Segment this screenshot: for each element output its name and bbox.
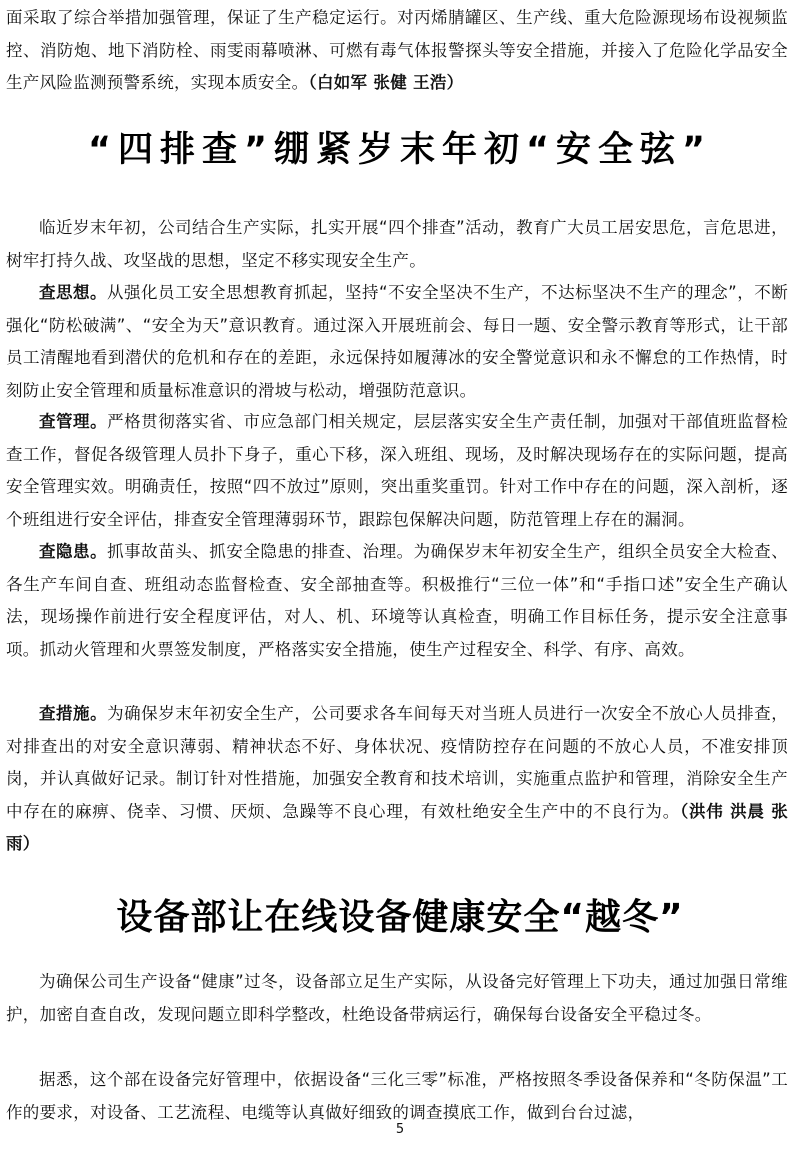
- four-checks-intro: 临近岁末年初，公司结合生产实际，扎实开展“四个排查”活动，教育广大员工居安思危，言危思进，树牢打持久战、攻坚战的思想，坚定不移实现安全生产。: [6, 218, 788, 270]
- check-hazards-paragraph: [6, 536, 788, 666]
- check-thought-paragraph: [6, 277, 788, 407]
- check-hazards-body: 抓事故苗头、抓安全隐患的排查、治理。为确保岁末年初安全生产，组织全员安全大检查、各生产车间自查、班组动态监督检查、安全部抽查等。积极推行“三位一体”和“手指口述”安全生产确认法，现场操作前进行安全程度评估，对人、机、环境等认真检查，明确工作目标任务，提示安全注意事项。抓动火管理和火票签发制度，严格落实安全措施，使生产过程安全、科学、有序、高效。: [6, 542, 789, 659]
- previous-article-text: 面采取了综合举措加强管理，保证了生产稳定运行。对丙烯腈罐区、生产线、重大危险源现场布设视频监控、消防炮、地下消防栓、雨雯雨幕喷淋、可燃有毒气体报警探头等安全措施，并接入了危险化学品安全生产风险监测预警系统，实现本质安全。: [6, 8, 788, 92]
- check-management-paragraph: [6, 406, 788, 536]
- equipment-paragraph-1: 为确保公司生产设备“健康”过冬，设备部立足生产实际，从设备完好管理上下功夫，通过加强日常维护，加密自查自改，发现问题立即科学整改，杜绝设备带病运行，确保每台设备安全平稳过冬。: [6, 972, 788, 1024]
- check-thought-body: 从强化员工安全思想教育抓起，坚持“不安全坚决不生产，不达标坚决不生产的理念”，不断强化“防松破满”、“安全为天”意识教育。通过深入开展班前会、每日一题、安全警示教育等形式，让干部员工清醒地看到潜伏的危机和存在的差距，永远保持如履薄冰的安全警觉意识和永不懈怠的工作热情，时刻防止安全管理和质量标准意识的滑坡与松动，增强防范意识。: [6, 283, 788, 400]
- equipment-headline: 设备部让在线设备健康安全“越冬”: [116, 897, 684, 938]
- check-management-lead: 查管理。: [39, 412, 108, 431]
- previous-article-ending: [6, 2, 788, 100]
- check-measures-lead: 查措施。: [39, 704, 108, 723]
- check-measures-body: 为确保岁末年初安全生产，公司要求各车间每天对当班人员进行一次安全不放心人员排查，对排查出的对安全意识薄弱、精神状态不好、身体状况、疫情防控存在问题的不放心人员，不准安排顶岗，并认真做好记录。制订针对性措施，加强安全教育和技术培训，实施重点监护和管理，消除安全生产中存在的麻痹、侥幸、习惯、厌烦、急躁等不良心理，有效杜绝安全生产中的不良行为。: [6, 704, 789, 821]
- check-measures-paragraph: [6, 698, 788, 861]
- page-number: 5: [395, 1122, 405, 1137]
- previous-article-byline: （白如军 张健 王浩）: [308, 73, 464, 92]
- equipment-paragraph-2: 据悉，这个部在设备完好管理中，依据设备“三化三零”标准，严格按照冬季设备保养和“冬防保温”工作的要求，对设备、工艺流程、电缆等认真做好细致的调查摸底工作，做到台台过滤，: [6, 1070, 788, 1122]
- four-checks-headline: “四排查”绷紧岁末年初“安全弦”: [87, 130, 712, 170]
- check-management-body: 严格贯彻落实省、市应急部门相关规定，层层落实安全生产责任制，加强对干部值班监督检查工作，督促各级管理人员扑下身子，重心下移，深入班组、现场，及时解决现场存在的实际问题，提高安全管理实效。明确责任，按照“四不放过”原则，突出重奖重罚。针对工作中存在的问题，深入剖析，逐个班组进行安全评估，排查安全管理薄弱环节，跟踪包保解决问题，防范管理上存在的漏洞。: [6, 412, 789, 529]
- check-thought-lead: 查思想。: [39, 283, 108, 302]
- check-hazards-lead: 查隐患。: [39, 542, 108, 561]
- four-checks-byline: （洪伟 洪晨 张雨）: [6, 801, 788, 853]
